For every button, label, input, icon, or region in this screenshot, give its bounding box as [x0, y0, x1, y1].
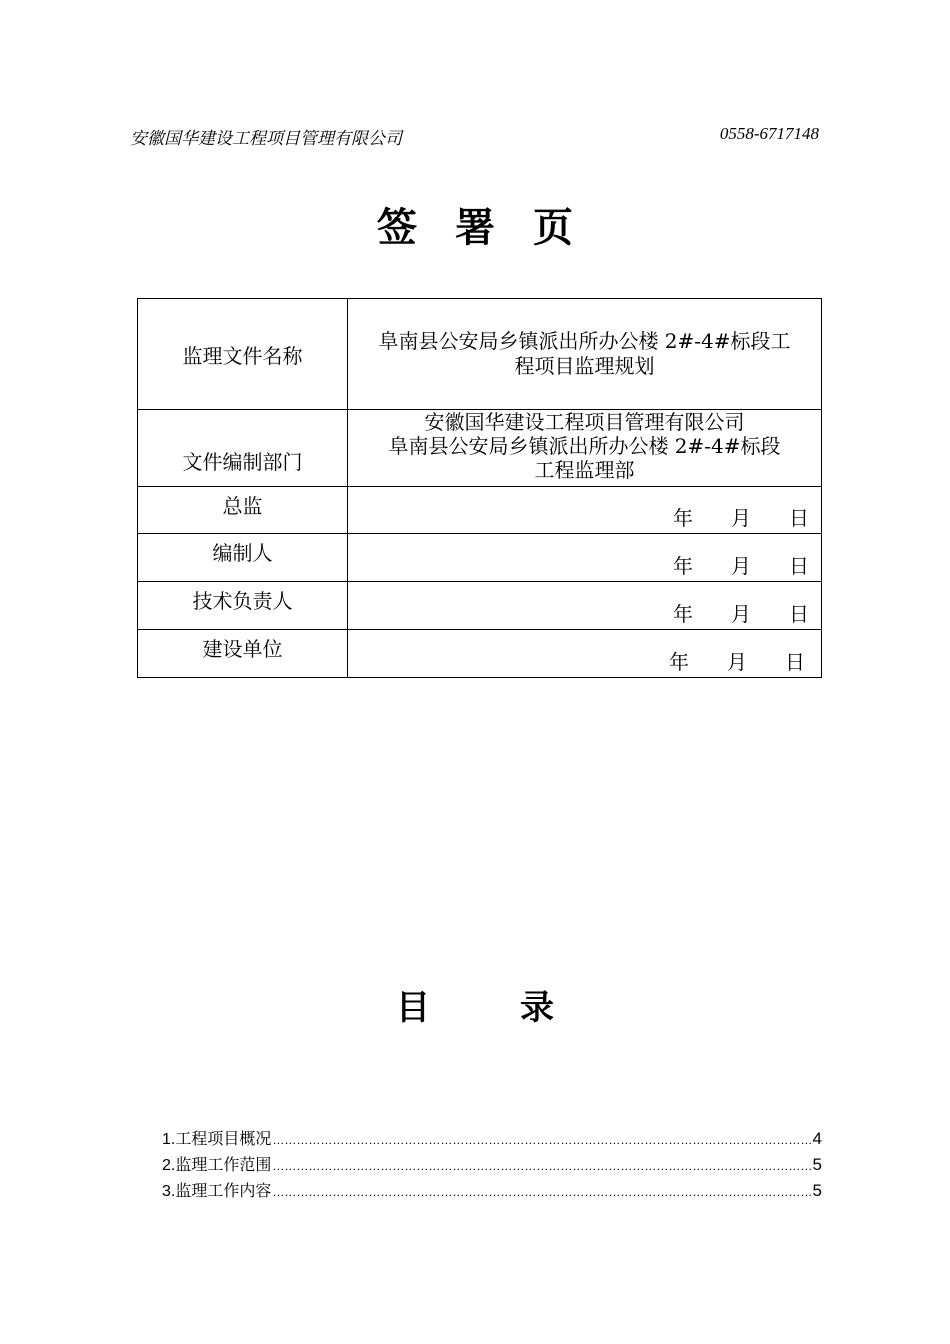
page-title: 签署页	[377, 205, 611, 251]
table-of-contents	[162, 1126, 822, 1204]
toc-dot-leader	[272, 1159, 811, 1173]
table-row	[138, 299, 822, 410]
value-line: 工程监理部	[534, 458, 635, 482]
date-month: 月	[727, 649, 747, 674]
signature-date-cell	[348, 630, 822, 678]
table-row	[138, 410, 822, 487]
toc-entry[interactable]	[162, 1126, 822, 1152]
toc-entry-text: 监理工作范围	[175, 1155, 272, 1174]
table-row	[138, 582, 822, 630]
table-row	[138, 630, 822, 678]
value-line: 阜南县公安局乡镇派出所办公楼 2#-4#标段工	[378, 329, 791, 353]
date-month: 月	[731, 601, 751, 626]
date-month: 月	[731, 553, 751, 578]
value-line: 安徽国华建设工程项目管理有限公司	[424, 410, 745, 434]
value-line: 阜南县公安局乡镇派出所办公楼 2#-4#标段	[388, 434, 781, 458]
toc-entry-number: 2.	[162, 1157, 176, 1174]
department-value	[348, 410, 822, 487]
row-label: 建设单位	[138, 630, 348, 678]
date-day: 日	[789, 506, 809, 530]
toc-dot-leader	[272, 1133, 811, 1147]
table-row	[138, 487, 822, 534]
value-line: 程项目监理规划	[514, 354, 655, 378]
row-label: 技术负责人	[138, 582, 348, 630]
toc-entry-page: 5	[812, 1181, 822, 1200]
toc-dot-leader	[272, 1185, 811, 1199]
date-year: 年	[673, 601, 693, 626]
date-day: 日	[785, 649, 805, 674]
toc-entry-page: 5	[812, 1155, 822, 1174]
header-phone-number: 0558-6717148	[719, 124, 819, 143]
date-day: 日	[789, 601, 809, 626]
document-name-value	[348, 299, 822, 410]
toc-title	[0, 980, 950, 1029]
toc-entry-text: 监理工作内容	[175, 1181, 272, 1200]
row-label: 编制人	[138, 534, 348, 582]
table-row	[138, 534, 822, 582]
signature-table	[137, 298, 822, 678]
toc-entry-number: 1.	[162, 1131, 176, 1148]
row-label: 监理文件名称	[138, 299, 348, 410]
row-label: 文件编制部门	[138, 410, 348, 487]
signature-date-cell	[348, 487, 822, 534]
signature-date-cell	[348, 534, 822, 582]
signature-date-cell	[348, 582, 822, 630]
toc-entry-number: 3.	[162, 1183, 176, 1200]
toc-title-char: 录	[520, 988, 554, 1028]
date-year: 年	[669, 649, 689, 674]
date-day: 日	[789, 553, 809, 578]
date-month: 月	[731, 506, 751, 530]
date-year: 年	[673, 506, 693, 530]
toc-entry-page: 4	[812, 1129, 822, 1148]
toc-entry[interactable]	[162, 1152, 822, 1178]
toc-entry-text: 工程项目概况	[175, 1129, 272, 1148]
toc-entry[interactable]	[162, 1178, 822, 1204]
header-company-name: 安徽国华建设工程项目管理有限公司	[130, 129, 402, 149]
date-year: 年	[673, 553, 693, 578]
toc-title-char: 目	[396, 988, 430, 1028]
row-label: 总监	[138, 487, 348, 534]
